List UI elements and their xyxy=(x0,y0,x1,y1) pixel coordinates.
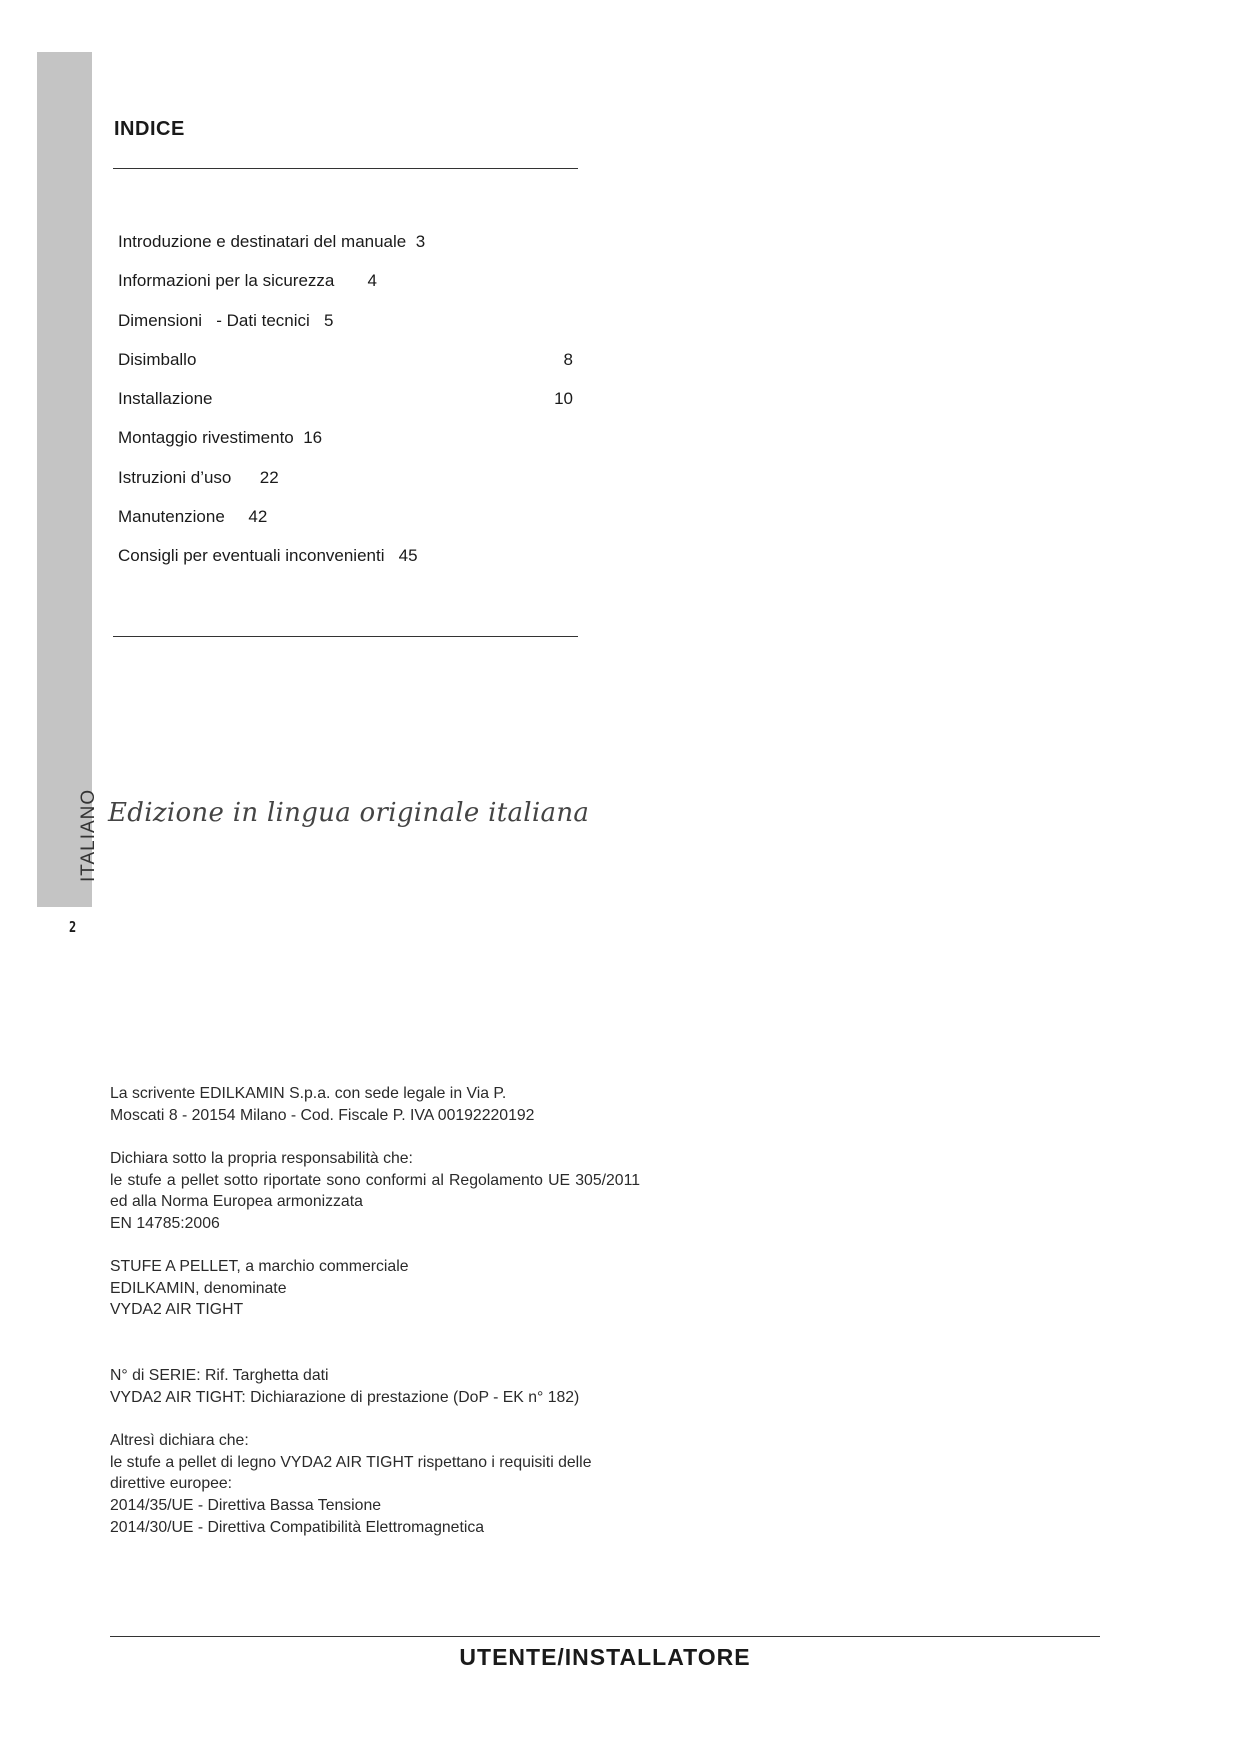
also-body: le stufe a pellet di legno VYDA2 AIR TIGHT rispettano i requisiti delle direttive europee: xyxy=(110,1453,592,1493)
toc-item-label: Dimensioni - Dati tecnici xyxy=(118,310,324,330)
toc-bottom-rule xyxy=(113,636,578,637)
declaration-company xyxy=(110,1083,640,1126)
page-number: 2 xyxy=(69,918,77,936)
serial-line: VYDA2 AIR TIGHT: Dichiarazione di prestazione (DoP - EK n° 182) xyxy=(110,1388,580,1406)
toc-item-page: 5 xyxy=(323,310,334,330)
language-label: ITALIANO xyxy=(78,788,99,882)
statement-norm: EN 14785:2006 xyxy=(110,1215,220,1233)
product-line: STUFE A PELLET, a marchio commerciale xyxy=(110,1258,409,1275)
directive-line: 2014/30/UE - Direttiva Compatibilità Elettromagnetica xyxy=(110,1518,485,1536)
toc-item-label: Istruzioni d’uso xyxy=(118,467,260,487)
toc-item-page: 22 xyxy=(259,467,279,487)
declaration-also xyxy=(110,1430,640,1539)
toc-item-page: 42 xyxy=(248,507,268,527)
directive-line: 2014/35/UE - Direttiva Bassa Tensione xyxy=(110,1497,382,1515)
toc-item[interactable] xyxy=(118,507,578,546)
side-band xyxy=(37,52,92,907)
statement-intro: Dichiara sotto la propria responsabilità che: xyxy=(110,1150,413,1167)
declaration-statement xyxy=(110,1148,640,1235)
also-intro: Altresì dichiara che: xyxy=(110,1432,249,1449)
toc-item-page: 3 xyxy=(415,232,426,251)
toc-item[interactable] xyxy=(118,271,578,310)
toc-item-label: Installazione xyxy=(118,389,213,409)
toc-item-label: Consigli per eventuali inconvenienti xyxy=(118,546,399,566)
company-line: La scrivente EDILKAMIN S.p.a. con sede legale in Via P. xyxy=(110,1085,507,1102)
toc-top-rule xyxy=(113,168,578,169)
toc-item-label: Informazioni per la sicurezza xyxy=(118,271,368,291)
edition-note: Edizione in lingua originale italiana xyxy=(108,798,590,828)
toc-list xyxy=(118,232,578,586)
toc-item[interactable] xyxy=(118,546,578,585)
toc-item-page: 8 xyxy=(563,349,573,369)
product-line: EDILKAMIN, denominate xyxy=(110,1279,287,1297)
toc-item[interactable] xyxy=(118,428,578,467)
toc-item-page: 45 xyxy=(398,546,418,566)
toc-item[interactable] xyxy=(118,232,578,271)
toc-item[interactable] xyxy=(118,311,578,350)
company-line: Moscati 8 - 20154 Milano - Cod. Fiscale P. IVA 00192220192 xyxy=(110,1106,535,1124)
toc-title: INDICE xyxy=(114,118,185,140)
toc-item[interactable] xyxy=(118,350,578,389)
toc-item-page: 16 xyxy=(303,428,323,448)
product-line: VYDA2 AIR TIGHT xyxy=(110,1301,244,1319)
toc-item-page: 4 xyxy=(367,271,377,291)
toc-item[interactable] xyxy=(118,468,578,507)
footer-label: UTENTE/INSTALLATORE xyxy=(459,1644,751,1670)
serial-line: N° di SERIE: Rif. Targhetta dati xyxy=(110,1367,329,1384)
declaration-product xyxy=(110,1256,640,1321)
toc-item-page: 10 xyxy=(554,389,573,409)
toc-item-label: Manutenzione xyxy=(118,507,249,527)
footer-rule xyxy=(110,1636,1100,1637)
declaration-serial xyxy=(110,1365,640,1408)
toc-item[interactable] xyxy=(118,389,578,428)
statement-body: le stufe a pellet sotto riportate sono conformi al Regolamento UE 305/2011 ed alla Norma Europea armonizzata xyxy=(110,1171,640,1211)
toc-item-label: Introduzione e destinatari del manuale xyxy=(118,232,416,251)
toc-item-label: Montaggio rivestimento xyxy=(118,428,304,448)
toc-item-label: Disimballo xyxy=(118,349,197,369)
